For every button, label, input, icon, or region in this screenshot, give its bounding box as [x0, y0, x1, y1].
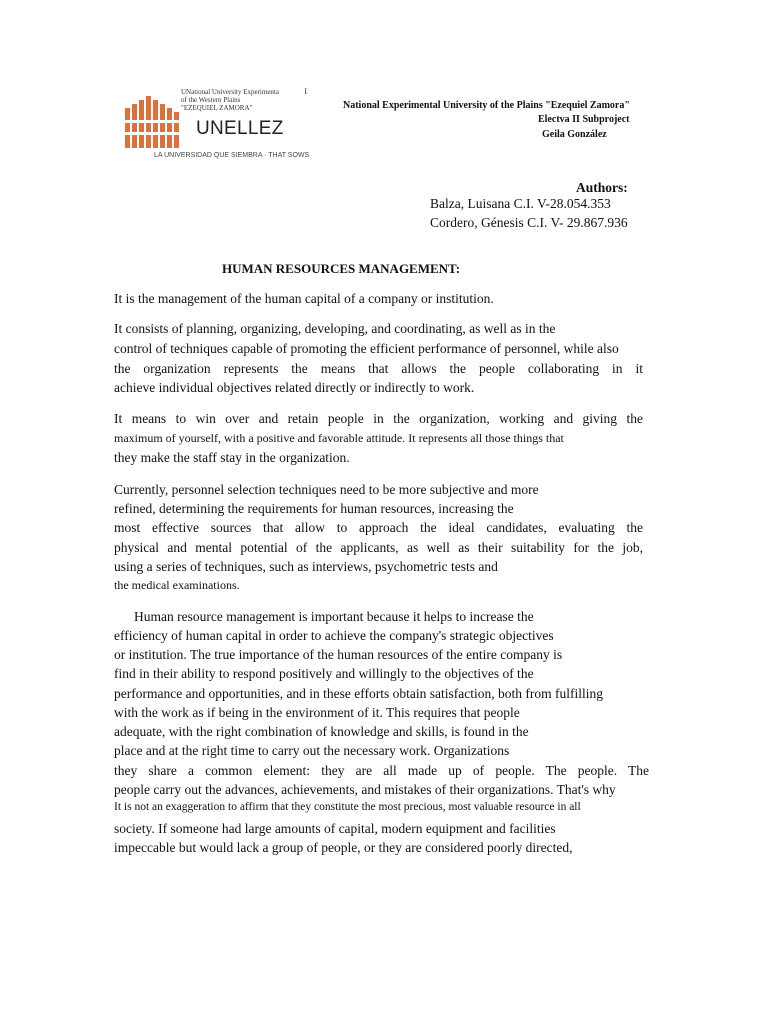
text-line: impeccable but would lack a group of people, or they are considered poorly directed,	[114, 840, 573, 855]
text-line: It is not an exaggeration to affirm that they constitute the most precious, most valuable resource in all	[114, 801, 581, 813]
text-line: find in their ability to respond positively and willingly to the objectives of the	[114, 666, 534, 681]
document-title: HUMAN RESOURCES MANAGEMENT:	[222, 261, 461, 276]
text-line: they share a common element: they are all made up of people. The people. The	[114, 763, 649, 778]
author-1: Balza, Luisana C.I. V-28.054.353	[430, 196, 611, 211]
text-line: It is the management of the human capital of a company or institution.	[114, 291, 494, 306]
author-2: Cordero, Génesis C.I. V- 29.867.936	[430, 215, 628, 230]
text-line: It consists of planning, organizing, developing, and coordinating, as well as in the	[114, 321, 556, 336]
text-line: place and at the right time to carry out the necessary work. Organizations	[114, 743, 510, 758]
text-line: most effective sources that allow to approach the ideal candidates, evaluating the	[114, 520, 643, 535]
text-line: adequate, with the right combination of knowledge and skills, is found in the	[114, 724, 529, 739]
logo-tagline: LA UNIVERSIDAD QUE SIEMBRA · THAT SOWS	[154, 152, 310, 159]
logo-university-text: UNational University Experimenta of the Western Plains "EZEQUIEL ZAMORA"	[181, 88, 279, 112]
text-line: they make the staff stay in the organization.	[114, 450, 350, 465]
text-line: Human resource management is important because it helps to increase the	[134, 609, 534, 624]
unellez-logo-emblem	[123, 94, 187, 152]
text-line: achieve individual objectives related directly or indirectly to work.	[114, 380, 475, 395]
course-name: Electva II Subproject	[538, 114, 630, 125]
unellez-logo	[123, 88, 309, 162]
text-line: control of techniques capable of promoting the efficient performance of personnel, while also	[114, 341, 619, 356]
text-line: physical and mental potential of the applicants, as well as their suitability for the job,	[114, 540, 643, 555]
authors-label: Authors:	[576, 180, 628, 195]
text-line: Currently, personnel selection techniques need to be more subjective and more	[114, 482, 539, 497]
text-line: using a series of techniques, such as interviews, psychometric tests and	[114, 559, 498, 574]
teacher-name: Geila González	[542, 129, 607, 140]
university-name: National Experimental University of the Plains "Ezequiel Zamora"	[343, 100, 630, 111]
text-line: refined, determining the requirements for human resources, increasing the	[114, 501, 514, 516]
text-line: performance and opportunities, and in these efforts obtain satisfaction, both from fulfilling	[114, 686, 603, 701]
text-line: efficiency of human capital in order to achieve the company's strategic objectives	[114, 628, 554, 643]
logo-name: UNELLEZ	[196, 118, 284, 139]
text-line: people carry out the advances, achievements, and mistakes of their organizations. That's why	[114, 782, 616, 797]
text-line: maximum of yourself, with a positive and favorable attitude. It represents all those things that	[114, 431, 564, 445]
text-line: with the work as if being in the environment of it. This requires that people	[114, 705, 520, 720]
text-line: the medical examinations.	[114, 578, 240, 592]
text-line: the organization represents the means that allows the people collaborating in it	[114, 361, 643, 376]
text-line: It means to win over and retain people in the organization, working and giving the	[114, 411, 643, 426]
text-line: society. If someone had large amounts of capital, modern equipment and facilities	[114, 821, 556, 836]
logo-mark: I	[304, 87, 307, 96]
text-line: or institution. The true importance of the human resources of the entire company is	[114, 647, 563, 662]
